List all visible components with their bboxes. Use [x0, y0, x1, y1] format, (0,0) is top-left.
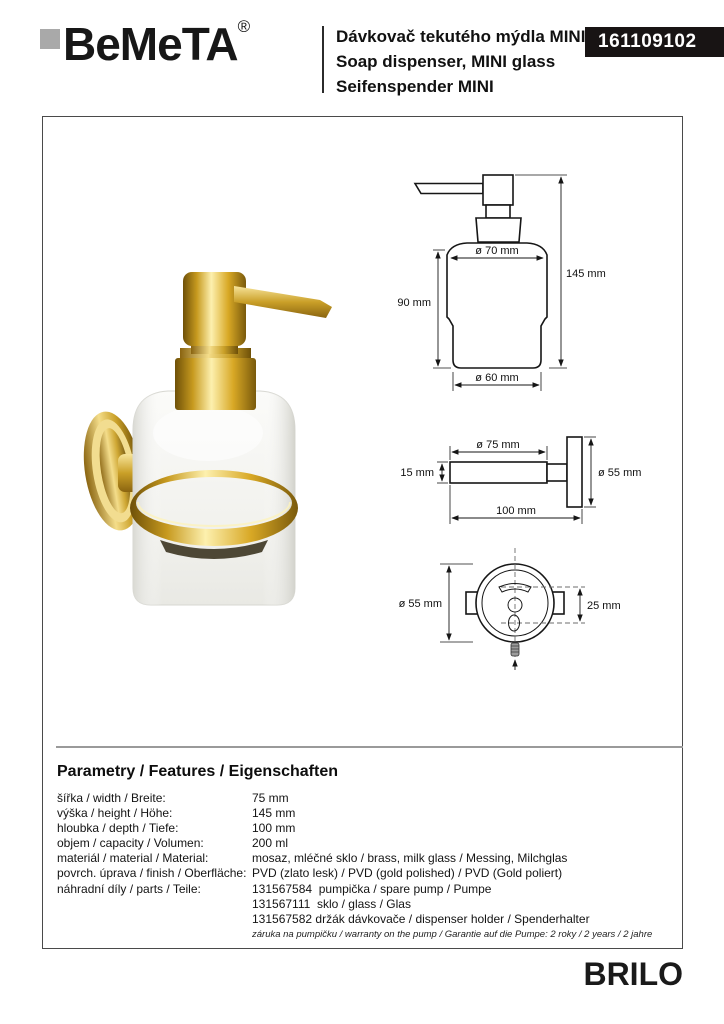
registered-trademark-icon: ® [237, 17, 251, 36]
drawing-arm [450, 462, 547, 483]
dim-side-plate-dia: ø 55 mm [598, 467, 642, 479]
spec-row-parts [57, 882, 672, 897]
dim-front-height-body: 90 mm [397, 297, 431, 309]
spec-value: 145 mm [252, 806, 296, 821]
header-divider [322, 26, 324, 93]
product-titles [336, 24, 585, 99]
spec-value: 131567111 sklo / glass / Glas [252, 896, 411, 911]
product-title-cs: Dávkovač tekutého mýdla MINI [336, 27, 586, 46]
spec-row-depth [57, 821, 672, 836]
spec-row-warranty [57, 927, 672, 941]
spec-row-material [57, 851, 672, 866]
spec-label-empty [57, 927, 252, 941]
specs-divider [56, 746, 683, 748]
dim-side-depth-total: 100 mm [496, 505, 536, 517]
spec-row-parts-glass [57, 897, 672, 912]
photo-spout [234, 286, 332, 318]
drawing-front-view [397, 175, 605, 391]
footer-brand: BRILO [583, 956, 683, 992]
spec-label: výška / height / Höhe: [57, 806, 173, 821]
drawing-arm-connector [547, 464, 567, 481]
dim-front-dia-bottom: ø 60 mm [475, 372, 519, 384]
spec-label-empty [57, 897, 252, 912]
spec-label: objem / capacity / Volumen: [57, 836, 204, 851]
spec-label: hloubka / depth / Tiefe: [57, 821, 179, 836]
spec-row-finish [57, 866, 672, 881]
drawing-pump-head [483, 175, 513, 205]
product-title-de: Seifenspender MINI [336, 77, 494, 96]
spec-row-width [57, 791, 672, 806]
spec-label: povrch. úprava / finish / Oberfläche: [57, 866, 247, 881]
dim-side-arm-height: 15 mm [400, 467, 434, 479]
drawing-side-view [400, 437, 641, 524]
spec-label-empty [57, 912, 252, 927]
spec-value: 131567582 držák dávkovače / dispenser holder / Spenderhalter [252, 911, 590, 926]
brand-logo-text: BeMeTA [63, 18, 238, 70]
drawing-plate-view [399, 548, 621, 670]
spec-value: 100 mm [252, 821, 296, 836]
spec-label: šířka / width / Breite: [57, 791, 166, 805]
spec-label: náhradní díly / parts / Teile: [57, 881, 201, 896]
product-photo [58, 258, 368, 623]
product-code: 161109102 [598, 31, 697, 52]
photo-pump-head [183, 272, 332, 354]
dim-plate-hole-spacing: 25 mm [587, 600, 621, 612]
spec-row-capacity [57, 836, 672, 851]
logo-square-icon [40, 29, 60, 49]
product-code-badge [585, 27, 724, 57]
dim-front-height-total: 145 mm [566, 268, 606, 280]
photo-glass-bottle [133, 391, 295, 605]
brand-logo [63, 17, 251, 70]
photo-pump-collar [175, 348, 256, 410]
drawing-pump-neck [486, 205, 510, 218]
product-title-en: Soap dispenser, MINI glass [336, 52, 556, 71]
spec-value: 200 ml [252, 836, 289, 851]
specs-table [57, 791, 672, 941]
dim-front-dia-top: ø 70 mm [475, 245, 519, 257]
spec-value: 75 mm [252, 791, 289, 805]
drawing-bottle-outline [447, 243, 547, 368]
spec-row-parts-holder [57, 912, 672, 927]
spec-label: materiál / material / Material: [57, 851, 209, 866]
spec-value: 131567584 pumpička / spare pump / Pumpe [252, 881, 492, 896]
dim-plate-dia: ø 55 mm [398, 598, 442, 610]
warranty-note: záruka na pumpičku / warranty on the pump / Garantie auf die Pumpe: 2 roky / 2 years / 2 jahre [252, 928, 653, 940]
spec-row-height [57, 806, 672, 821]
spec-value: mosaz, mléčné sklo / brass, milk glass / Messing, Milchglas [252, 851, 568, 866]
spec-value: PVD (zlato lesk) / PVD (gold polished) / PVD (Gold poliert) [252, 866, 563, 881]
drawing-spout [415, 184, 483, 194]
drawing-collar [476, 218, 521, 242]
technical-drawings [395, 140, 685, 725]
drawing-wall-plate-side [567, 437, 582, 507]
specs-heading: Parametry / Features / Eigenschaften [57, 763, 338, 780]
dim-side-dia-arm: ø 75 mm [476, 439, 520, 451]
